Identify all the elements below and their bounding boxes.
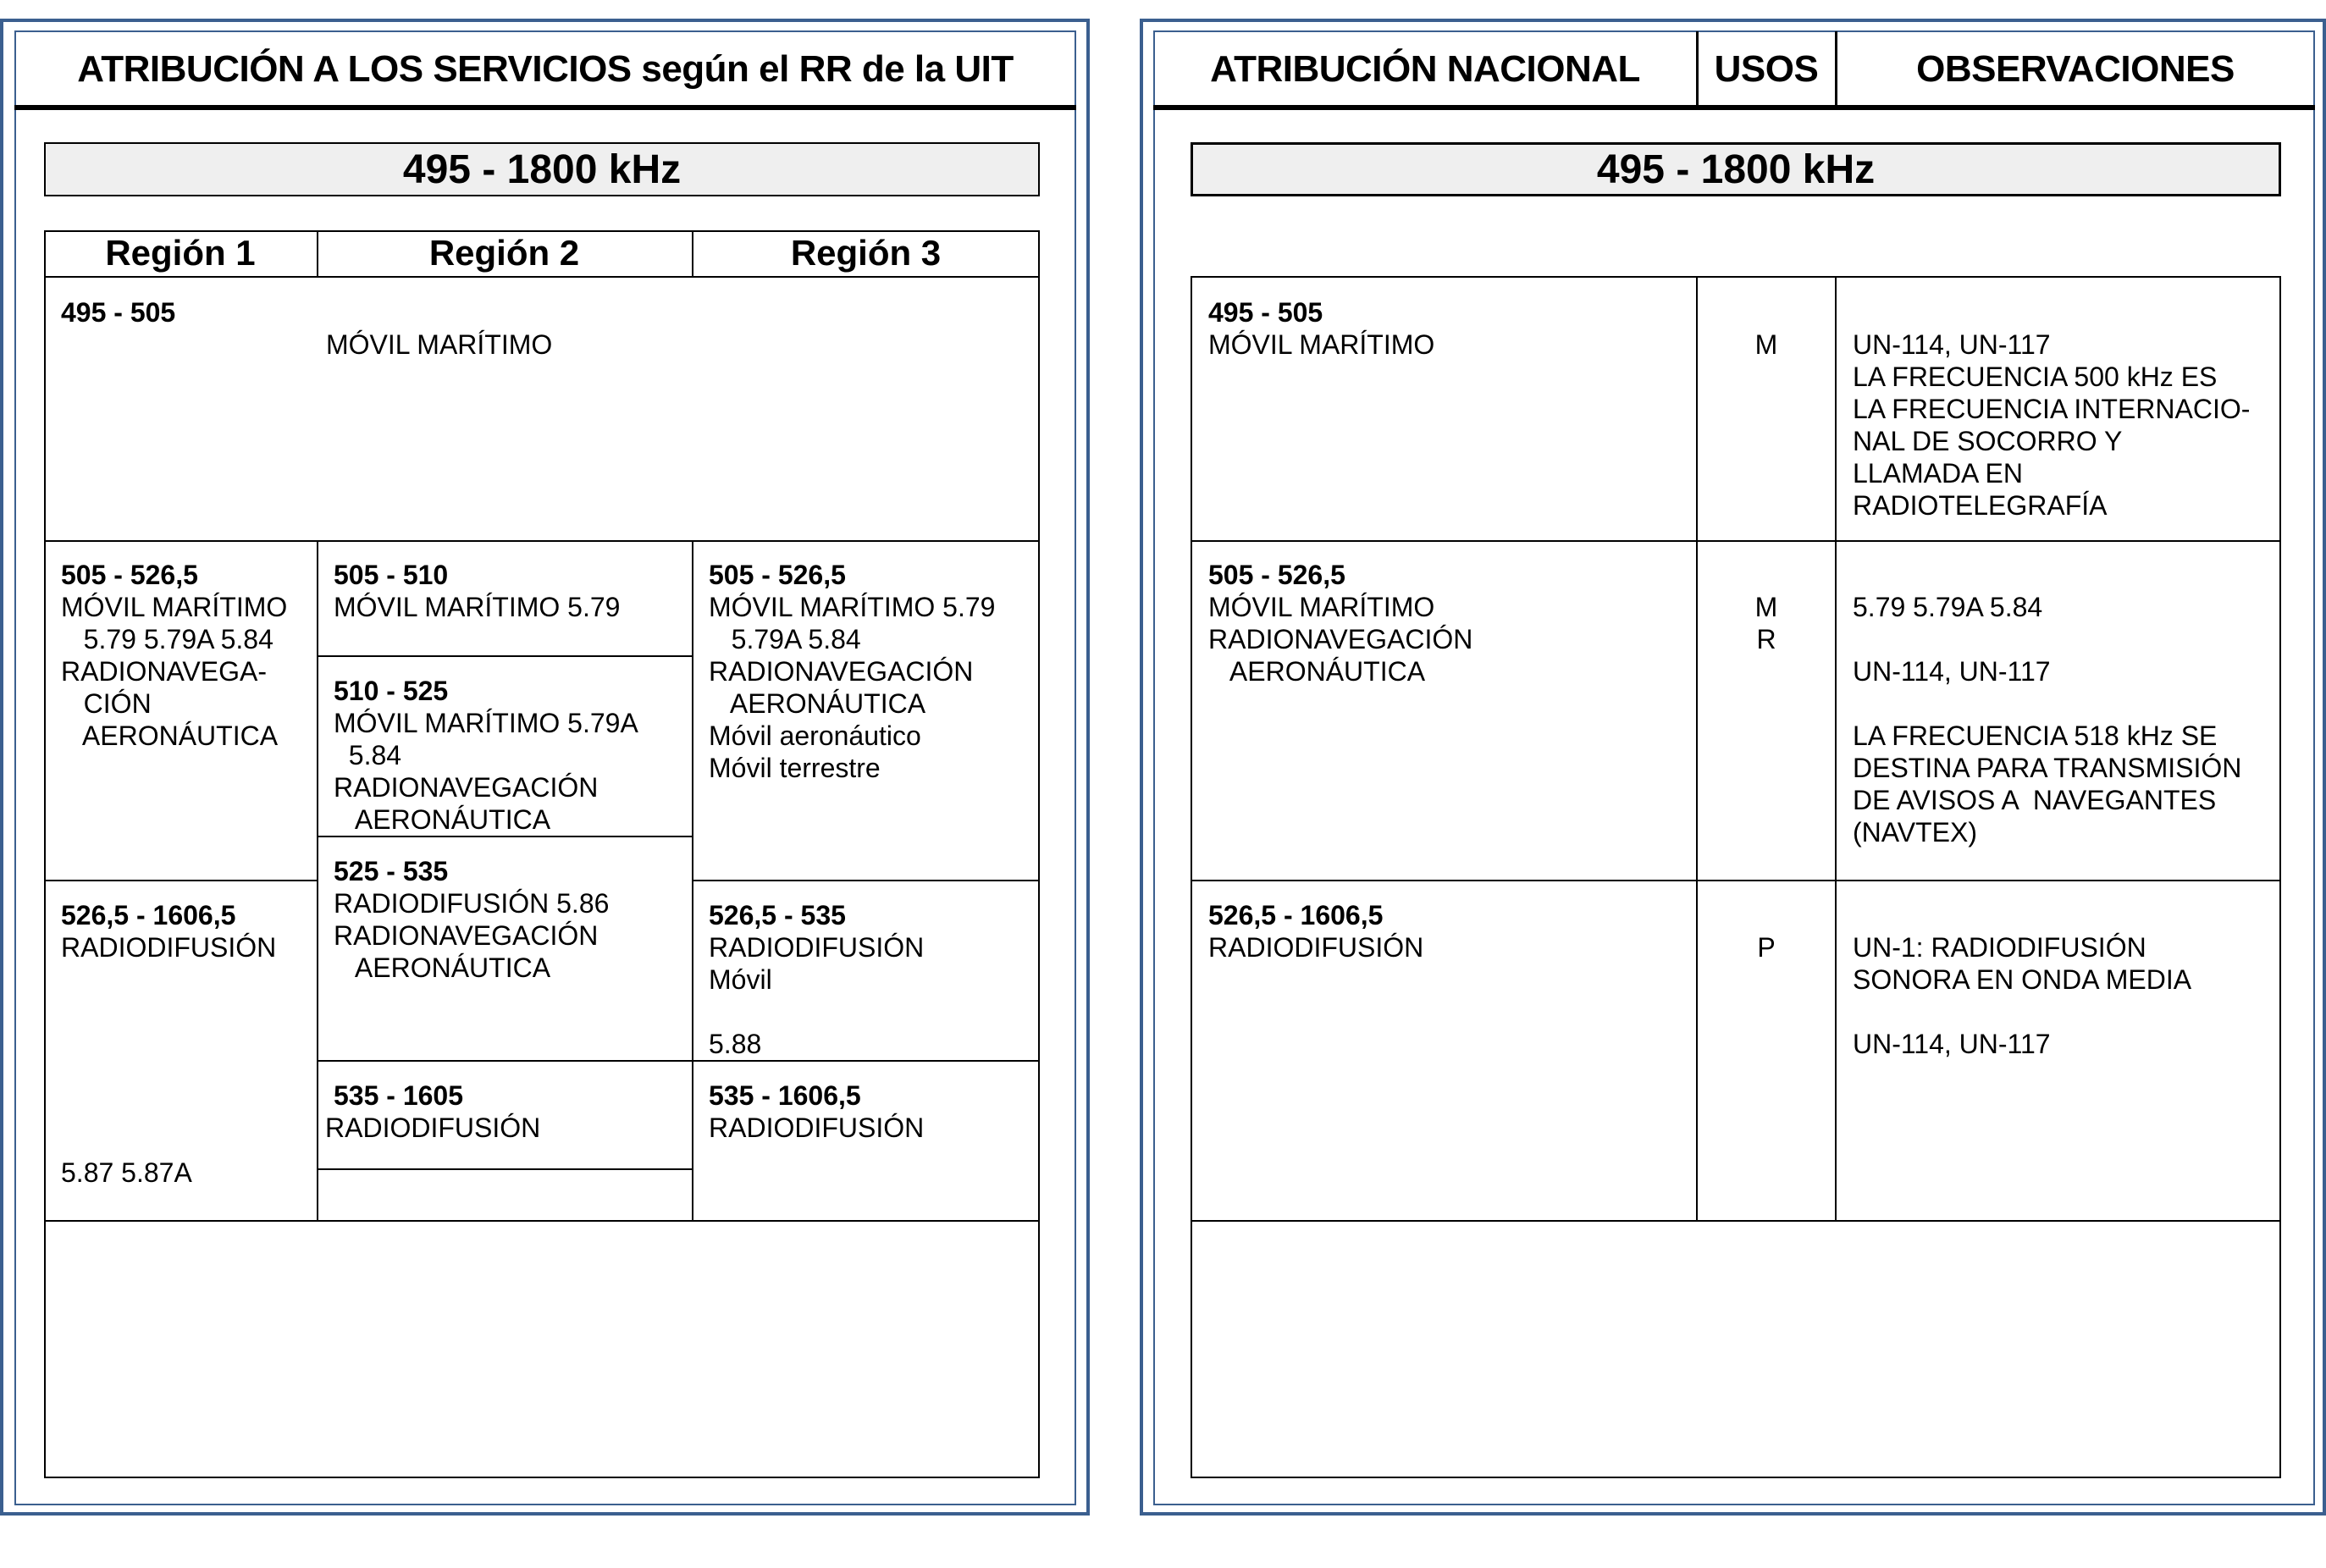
left-row-rule-2c bbox=[692, 880, 1040, 881]
itu-allocation-header: ATRIBUCIÓN A LOS SERVICIOS según el RR de la UIT bbox=[77, 48, 1014, 90]
right-header-rule bbox=[1153, 105, 2315, 110]
region-3-header: Región 3 bbox=[790, 233, 942, 273]
right-table-top bbox=[1191, 276, 2281, 278]
r2-region3-services: RADIODIFUSIÓN Móvil 5.88 bbox=[709, 932, 925, 1059]
left-table-right bbox=[1038, 230, 1040, 1478]
nat-row1-allocation: MÓVIL MARÍTIMO bbox=[1208, 329, 1435, 360]
r2-region2-services: RADIODIFUSIÓN 5.86 RADIONAVEGACIÓN AERONÁUTICA bbox=[334, 888, 610, 983]
nat-row1-observations: UN-114, UN-117 LA FRECUENCIA 500 kHz ES LA FRECUENCIA INTERNACIO- NAL DE SOCORRO Y LLAMADA EN RADIOTELEGRAFÍA bbox=[1853, 329, 2251, 521]
left-col-div-1 bbox=[317, 540, 318, 1222]
left-header-rule bbox=[14, 105, 1076, 110]
right-band-range: 495 - 1800 kHz bbox=[1191, 142, 2281, 196]
left-col-div-2 bbox=[692, 540, 693, 1222]
left-table-bottom bbox=[44, 1477, 1040, 1478]
usos-header: USOS bbox=[1714, 48, 1819, 90]
right-table-left bbox=[1191, 276, 1192, 1478]
right-header-div-1 bbox=[1696, 31, 1699, 108]
r1-region3-services: MÓVIL MARÍTIMO 5.79 5.79A 5.84 RADIONAVEGACIÓN AERONÁUTICA Móvil aeronáutico Móvil terrestre bbox=[709, 592, 996, 783]
nat-row3-usos: P bbox=[1757, 932, 1776, 963]
r3-region3-services: RADIODIFUSIÓN bbox=[709, 1113, 925, 1143]
right-table-bottom bbox=[1191, 1477, 2281, 1478]
left-r4-sub-rule bbox=[317, 1168, 692, 1170]
left-r3-rule bbox=[317, 1060, 1040, 1062]
r3-region2-services: RADIODIFUSIÓN bbox=[325, 1113, 541, 1143]
r1-region2a-services: MÓVIL MARÍTIMO 5.79 bbox=[334, 592, 621, 622]
right-table-right bbox=[2279, 276, 2281, 1478]
nat-row2-allocation: MÓVIL MARÍTIMO RADIONAVEGACIÓN AERONÁUTICA bbox=[1208, 592, 1473, 687]
right-row-rule-3 bbox=[1191, 1220, 2281, 1222]
nat-row3-allocation: RADIODIFUSIÓN bbox=[1208, 932, 1424, 963]
nat-row1-range: 495 - 505 bbox=[1208, 297, 1323, 328]
right-header-div-2 bbox=[1835, 31, 1837, 108]
r3-region3-range: 535 - 1606,5 bbox=[709, 1080, 861, 1111]
left-row-rule-2a bbox=[44, 880, 317, 881]
r2-region1-services: RADIODIFUSIÓN bbox=[61, 932, 277, 963]
r1-region1-services: MÓVIL MARÍTIMO 5.79 5.79A 5.84 RADIONAVEGA- CIÓN AERONÁUTICA bbox=[61, 592, 288, 751]
nat-row3-range: 526,5 - 1606,5 bbox=[1208, 900, 1384, 930]
r1-region2b-range: 510 - 525 bbox=[334, 676, 449, 706]
band-495-505-service: MÓVIL MARÍTIMO bbox=[326, 329, 553, 360]
nat-row2-range: 505 - 526,5 bbox=[1208, 560, 1345, 590]
right-col-div-2 bbox=[1835, 276, 1837, 1222]
r1-region2b-services: MÓVIL MARÍTIMO 5.79A 5.84 RADIONAVEGACIÓN AERONÁUTICA bbox=[334, 708, 638, 835]
r2-region1-range: 526,5 - 1606,5 bbox=[61, 900, 236, 930]
right-row-rule-1 bbox=[1191, 540, 2281, 542]
region-1-header: Región 1 bbox=[105, 233, 256, 273]
left-table-header-bottom bbox=[44, 276, 1040, 278]
nat-row2-observations: 5.79 5.79A 5.84 UN-114, UN-117 LA FRECUENCIA 518 kHz SE DESTINA PARA TRANSMISIÓN DE AVISOS A NAVEGANTES (NAVTEX) bbox=[1853, 592, 2242, 847]
left-bottom-section-rule bbox=[44, 1220, 1040, 1222]
left-table-left bbox=[44, 230, 46, 1478]
national-allocation-header: ATRIBUCIÓN NACIONAL bbox=[1210, 48, 1640, 90]
r1-region2a-range: 505 - 510 bbox=[334, 560, 449, 590]
left-row-rule-1 bbox=[44, 540, 1040, 542]
left-r2-sub-rule-2 bbox=[317, 836, 692, 837]
r2-region1-footnotes: 5.87 5.87A bbox=[61, 1157, 192, 1188]
band-495-505-range: 495 - 505 bbox=[61, 297, 176, 328]
right-col-div-1 bbox=[1696, 276, 1698, 1222]
r1-region1-range: 505 - 526,5 bbox=[61, 560, 198, 590]
r2-region3-range: 526,5 - 535 bbox=[709, 900, 846, 930]
nat-row2-usos: M R bbox=[1754, 592, 1778, 654]
region-2-header: Región 2 bbox=[428, 233, 580, 273]
left-band-range: 495 - 1800 kHz bbox=[44, 142, 1040, 196]
left-r2-sub-rule-1 bbox=[317, 655, 692, 657]
r2-region2-range: 525 - 535 bbox=[334, 856, 449, 886]
observaciones-header: OBSERVACIONES bbox=[1916, 48, 2235, 90]
r3-region2-range: 535 - 1605 bbox=[334, 1080, 464, 1111]
right-row-rule-2 bbox=[1191, 880, 2281, 881]
r1-region3-range: 505 - 526,5 bbox=[709, 560, 846, 590]
nat-row3-observations: UN-1: RADIODIFUSIÓN SONORA EN ONDA MEDIA UN-114, UN-117 bbox=[1853, 932, 2192, 1059]
nat-row1-usos: M bbox=[1754, 329, 1778, 360]
